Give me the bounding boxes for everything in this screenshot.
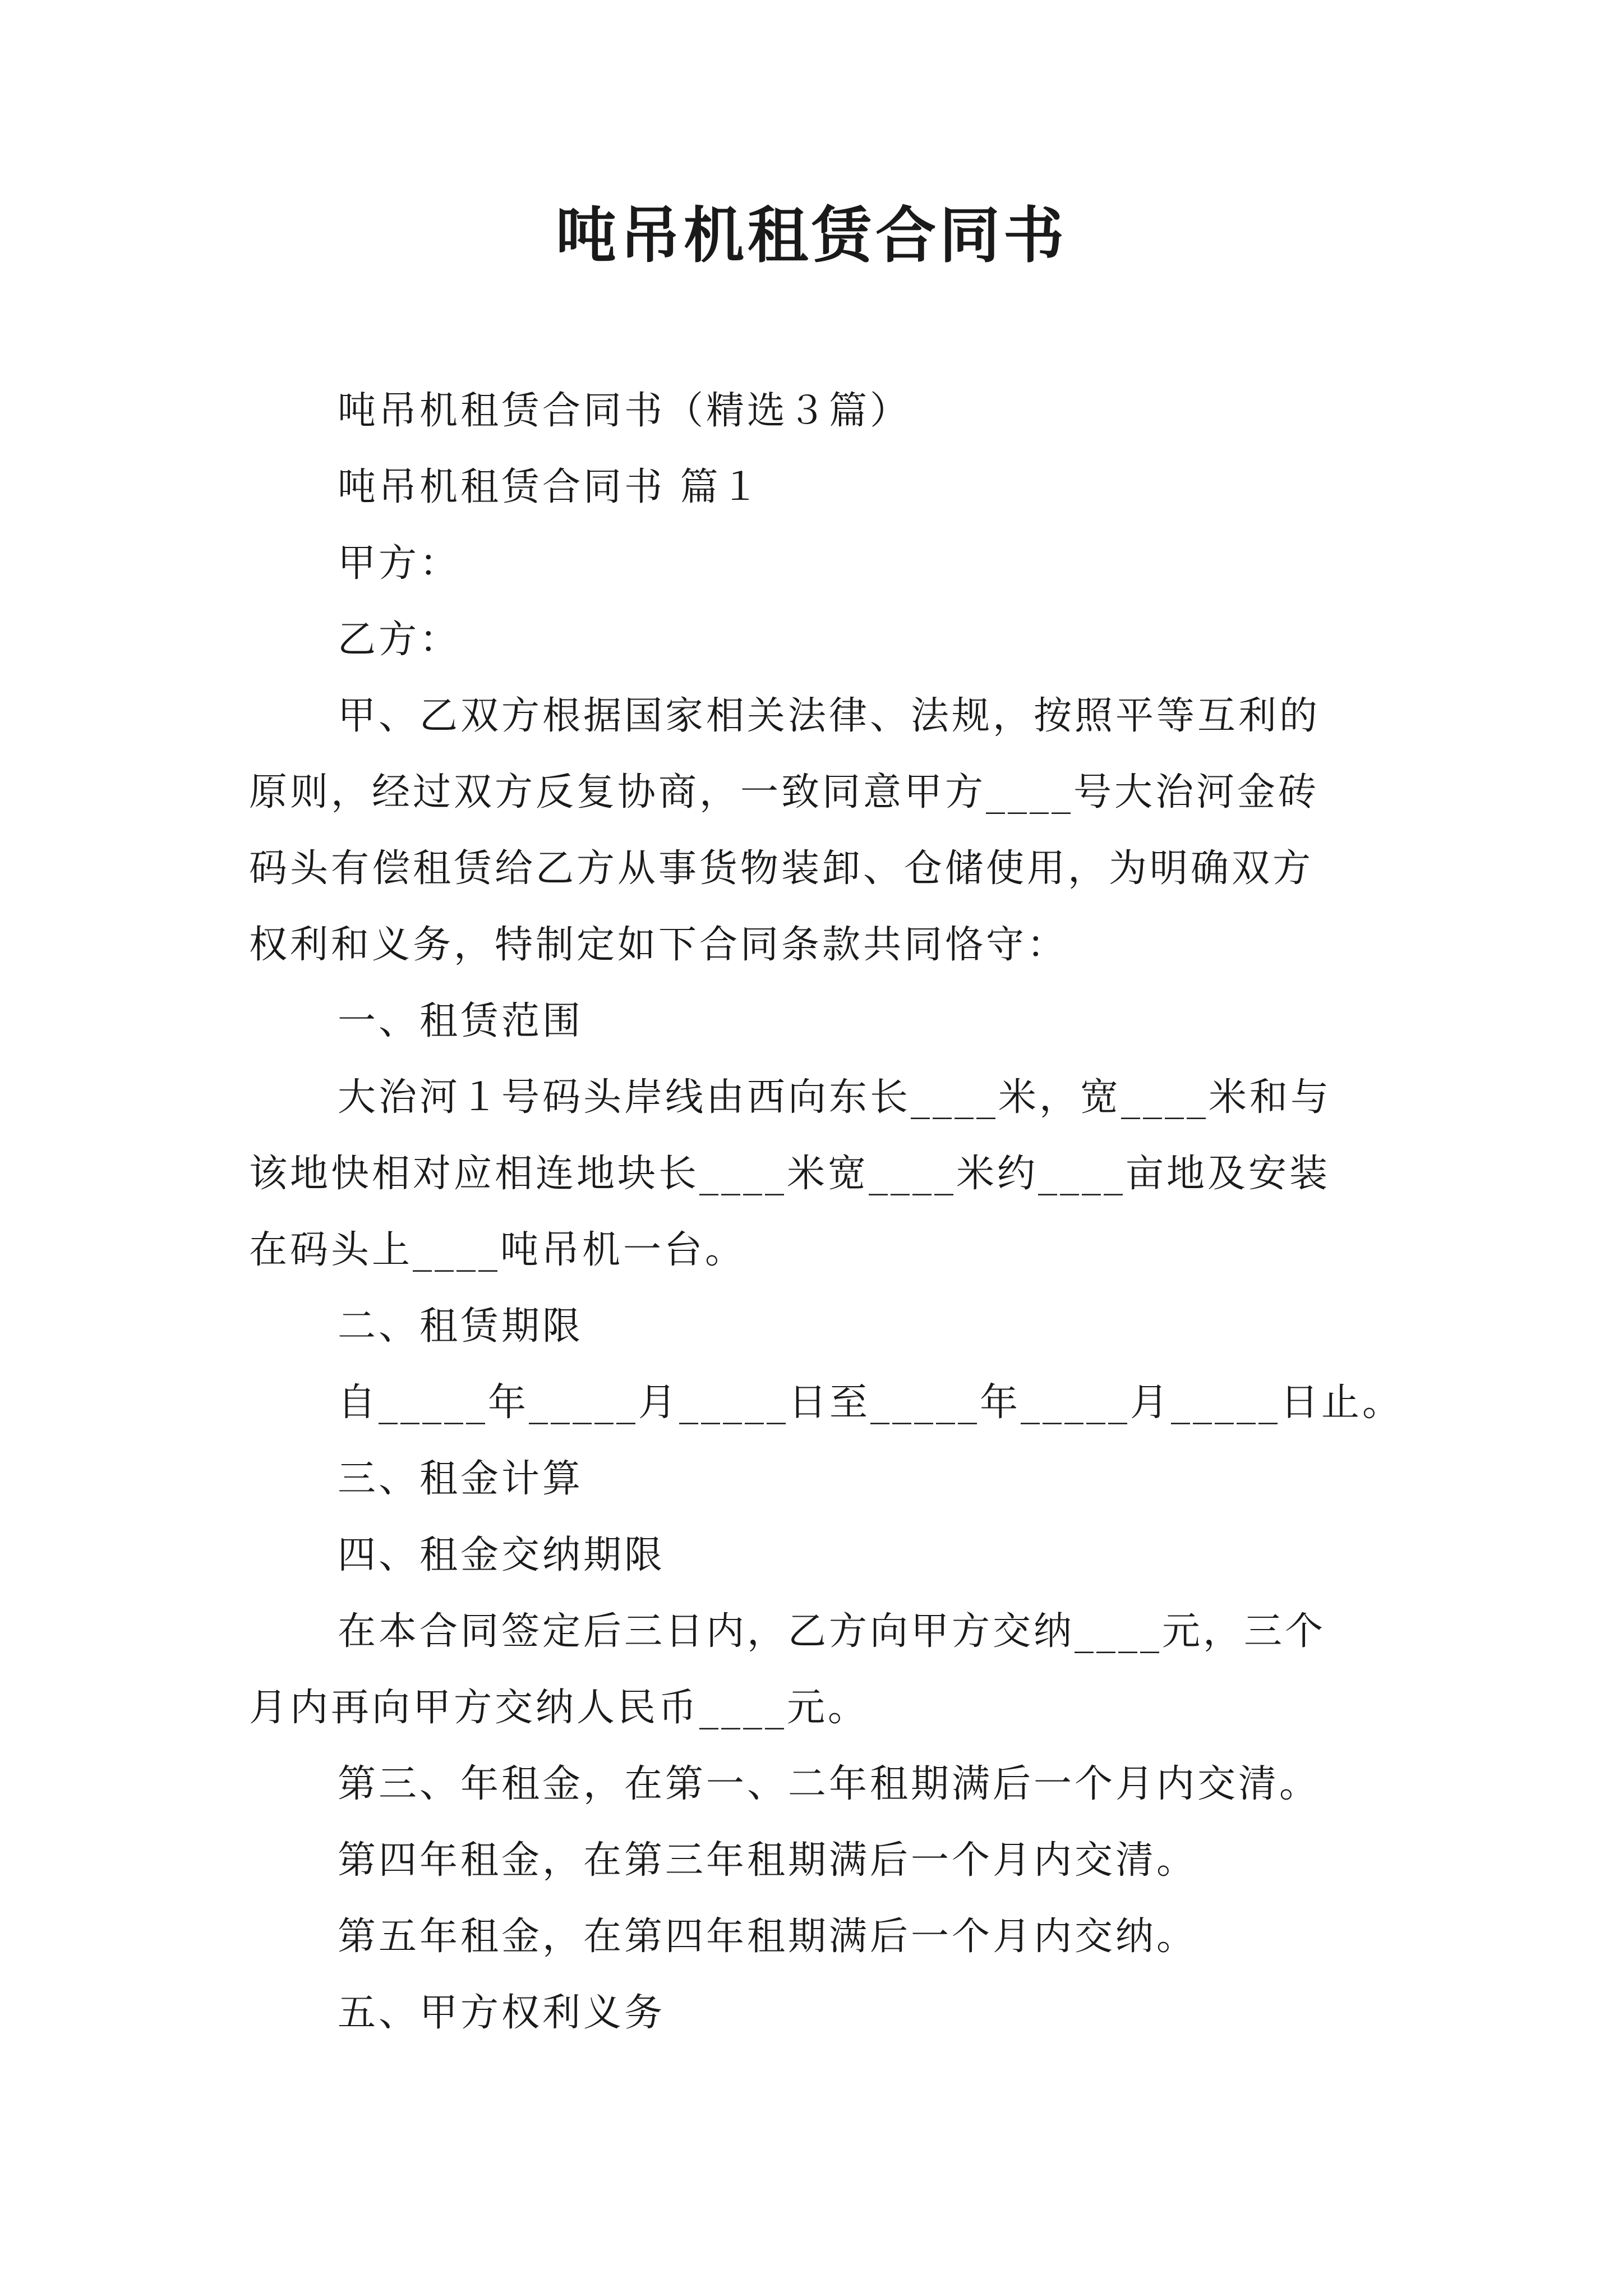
paragraph-line: 自_____年_____月_____日至_____年_____月_____日止。 (338, 1381, 1404, 1425)
paragraph-line: 第四年租金，在第三年租期满后一个月内交清。 (338, 1838, 1198, 1883)
paragraph-line: 权利和义务，特制定如下合同条款共同恪守： (249, 923, 1068, 967)
section-heading-pian1: 吨吊机租赁合同书 篇１ (338, 465, 762, 509)
paragraph-line: 大治河１号码头岸线由西向东长____米，宽____米和与 (338, 1075, 1332, 1120)
clause-heading: 二、租赁期限 (338, 1304, 584, 1349)
document-title: 吨吊机租赁合同书 (555, 200, 1067, 271)
paragraph-line: 第五年租金，在第四年租期满后一个月内交纳。 (338, 1915, 1198, 1959)
subtitle-line: 吨吊机租赁合同书（精选３篇） (338, 389, 911, 433)
paragraph-line: 在本合同签定后三日内，乙方向甲方交纳____元，三个 (338, 1609, 1326, 1654)
paragraph-line: 第三、年租金，在第一、二年租期满后一个月内交清。 (338, 1762, 1321, 1806)
paragraph-line: 甲、乙双方根据国家相关法律、法规，按照平等互利的 (338, 694, 1321, 738)
document-body (249, 373, 1404, 2051)
paragraph-line: 月内再向甲方交纳人民币____元。 (249, 1686, 869, 1730)
clause-heading: 三、租金计算 (338, 1457, 584, 1501)
paragraph-line: 原则，经过双方反复协商，一致同意甲方____号大治河金砖 (249, 770, 1320, 815)
party-a-line: 甲方： (338, 541, 461, 586)
paragraph-line: 码头有偿租赁给乙方从事货物装卸、仓储使用，为明确双方 (249, 846, 1314, 891)
clause-heading: 四、租金交纳期限 (338, 1533, 666, 1577)
party-b-line: 乙方： (338, 618, 461, 662)
paragraph-line: 在码头上____吨吊机一台。 (249, 1228, 746, 1272)
paragraph-line: 该地快相对应相连地块长____米宽____米约____亩地及安装 (249, 1152, 1331, 1196)
clause-heading: 一、租赁范围 (338, 999, 584, 1043)
clause-heading: 五、甲方权利义务 (338, 1991, 666, 2035)
